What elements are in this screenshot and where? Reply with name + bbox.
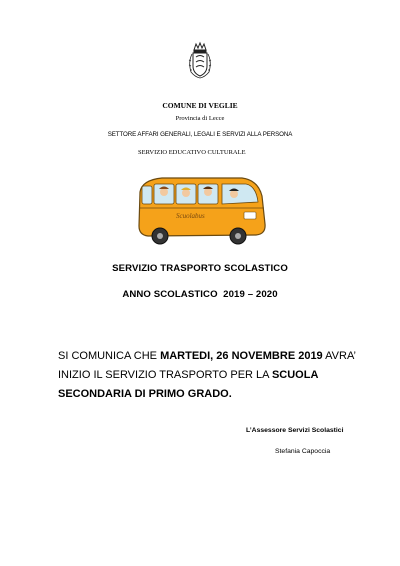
heading-service: SERVIZIO TRASPORTO SCOLASTICO [112, 263, 288, 274]
provincia-label: Provincia di Lecce [175, 115, 225, 122]
announcement-school: SCUOLA SECONDARIA DI PRIMO GRADO. [58, 369, 318, 400]
signature-title: L’Assessore Servizi Scolastici [246, 427, 344, 434]
announcement-part-1: SI COMUNICA CHE [58, 350, 161, 362]
signature-name: Stefania Capoccia [275, 448, 331, 455]
settore-label: SETTORE AFFARI GENERALI, LEGALI E SERVIZI ALLA PERSONA [107, 131, 293, 138]
comune-name: COMUNE DI VEGLIE [162, 101, 238, 110]
heading-school-year: ANNO SCOLASTICO 2019 – 2020 [122, 289, 278, 300]
municipal-crest-icon [186, 40, 214, 80]
school-bus-icon [134, 172, 270, 248]
servizio-educativo-label: SERVIZIO EDUCATIVO CULTURALE [138, 149, 246, 156]
announcement-date: MARTEDI, 26 NOVEMBRE 2019 [160, 350, 323, 362]
announcement-text [58, 347, 378, 404]
announcement-part-2: AVRA’ INIZIO IL SERVIZIO TRASPORTO PER LA [58, 350, 356, 381]
bus-sign-text: Scuolabus [176, 212, 205, 220]
